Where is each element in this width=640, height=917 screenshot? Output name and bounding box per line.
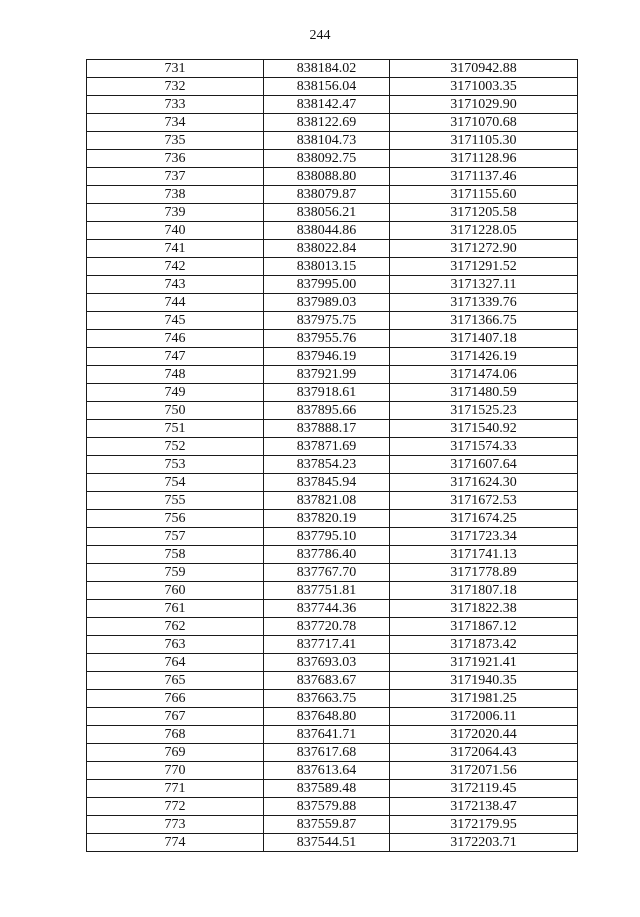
point-number-cell: 759 (87, 564, 264, 582)
point-number-cell: 774 (87, 834, 264, 852)
table-row (87, 690, 578, 708)
table-row (87, 60, 578, 78)
table-row (87, 474, 578, 492)
x-coordinate-cell: 837921.99 (264, 366, 390, 384)
table-row (87, 816, 578, 834)
x-coordinate-cell: 838142.47 (264, 96, 390, 114)
point-number-cell: 760 (87, 582, 264, 600)
x-coordinate-cell: 837975.75 (264, 312, 390, 330)
x-coordinate-cell: 838088.80 (264, 168, 390, 186)
table-row (87, 834, 578, 852)
x-coordinate-cell: 837683.67 (264, 672, 390, 690)
y-coordinate-cell: 3171672.53 (390, 492, 578, 510)
y-coordinate-cell: 3171474.06 (390, 366, 578, 384)
table-row (87, 438, 578, 456)
table-row (87, 582, 578, 600)
y-coordinate-cell: 3171624.30 (390, 474, 578, 492)
x-coordinate-cell: 837946.19 (264, 348, 390, 366)
x-coordinate-cell: 837544.51 (264, 834, 390, 852)
point-number-cell: 742 (87, 258, 264, 276)
y-coordinate-cell: 3171540.92 (390, 420, 578, 438)
x-coordinate-cell: 838013.15 (264, 258, 390, 276)
table-row (87, 456, 578, 474)
point-number-cell: 766 (87, 690, 264, 708)
y-coordinate-cell: 3171574.33 (390, 438, 578, 456)
point-number-cell: 739 (87, 204, 264, 222)
point-number-cell: 772 (87, 798, 264, 816)
x-coordinate-cell: 837663.75 (264, 690, 390, 708)
table-row (87, 528, 578, 546)
x-coordinate-cell: 838156.04 (264, 78, 390, 96)
point-number-cell: 762 (87, 618, 264, 636)
x-coordinate-cell: 837559.87 (264, 816, 390, 834)
y-coordinate-cell: 3171339.76 (390, 294, 578, 312)
point-number-cell: 755 (87, 492, 264, 510)
table-row (87, 150, 578, 168)
table-row (87, 744, 578, 762)
table-row (87, 276, 578, 294)
x-coordinate-cell: 837767.70 (264, 564, 390, 582)
point-number-cell: 765 (87, 672, 264, 690)
point-number-cell: 763 (87, 636, 264, 654)
x-coordinate-cell: 837613.64 (264, 762, 390, 780)
y-coordinate-cell: 3171105.30 (390, 132, 578, 150)
table-row (87, 186, 578, 204)
point-number-cell: 737 (87, 168, 264, 186)
table-row (87, 402, 578, 420)
table-row (87, 132, 578, 150)
table-row (87, 294, 578, 312)
table-row (87, 798, 578, 816)
x-coordinate-cell: 837717.41 (264, 636, 390, 654)
y-coordinate-cell: 3171921.41 (390, 654, 578, 672)
table-row (87, 600, 578, 618)
y-coordinate-cell: 3171807.18 (390, 582, 578, 600)
point-number-cell: 741 (87, 240, 264, 258)
y-coordinate-cell: 3171525.23 (390, 402, 578, 420)
y-coordinate-cell: 3172119.45 (390, 780, 578, 798)
table-row (87, 654, 578, 672)
y-coordinate-cell: 3171128.96 (390, 150, 578, 168)
x-coordinate-cell: 837995.00 (264, 276, 390, 294)
x-coordinate-cell: 837617.68 (264, 744, 390, 762)
x-coordinate-cell: 838104.73 (264, 132, 390, 150)
table-row (87, 618, 578, 636)
point-number-cell: 740 (87, 222, 264, 240)
y-coordinate-cell: 3171003.35 (390, 78, 578, 96)
y-coordinate-cell: 3171272.90 (390, 240, 578, 258)
point-number-cell: 745 (87, 312, 264, 330)
table-row (87, 780, 578, 798)
point-number-cell: 761 (87, 600, 264, 618)
y-coordinate-cell: 3171070.68 (390, 114, 578, 132)
point-number-cell: 757 (87, 528, 264, 546)
point-number-cell: 750 (87, 402, 264, 420)
y-coordinate-cell: 3172138.47 (390, 798, 578, 816)
coordinates-table-body (87, 60, 578, 852)
y-coordinate-cell: 3171940.35 (390, 672, 578, 690)
point-number-cell: 751 (87, 420, 264, 438)
x-coordinate-cell: 837821.08 (264, 492, 390, 510)
y-coordinate-cell: 3172020.44 (390, 726, 578, 744)
x-coordinate-cell: 837579.88 (264, 798, 390, 816)
x-coordinate-cell: 837888.17 (264, 420, 390, 438)
x-coordinate-cell: 837720.78 (264, 618, 390, 636)
y-coordinate-cell: 3171981.25 (390, 690, 578, 708)
point-number-cell: 756 (87, 510, 264, 528)
table-row (87, 708, 578, 726)
y-coordinate-cell: 3172064.43 (390, 744, 578, 762)
table-row (87, 330, 578, 348)
table-row (87, 510, 578, 528)
table-row (87, 672, 578, 690)
point-number-cell: 731 (87, 60, 264, 78)
x-coordinate-cell: 837918.61 (264, 384, 390, 402)
x-coordinate-cell: 837693.03 (264, 654, 390, 672)
y-coordinate-cell: 3171366.75 (390, 312, 578, 330)
x-coordinate-cell: 837751.81 (264, 582, 390, 600)
point-number-cell: 773 (87, 816, 264, 834)
point-number-cell: 769 (87, 744, 264, 762)
x-coordinate-cell: 837795.10 (264, 528, 390, 546)
table-row (87, 258, 578, 276)
y-coordinate-cell: 3171137.46 (390, 168, 578, 186)
y-coordinate-cell: 3171867.12 (390, 618, 578, 636)
point-number-cell: 735 (87, 132, 264, 150)
x-coordinate-cell: 837589.48 (264, 780, 390, 798)
y-coordinate-cell: 3171873.42 (390, 636, 578, 654)
y-coordinate-cell: 3171741.13 (390, 546, 578, 564)
y-coordinate-cell: 3172179.95 (390, 816, 578, 834)
table-row (87, 96, 578, 114)
point-number-cell: 749 (87, 384, 264, 402)
point-number-cell: 752 (87, 438, 264, 456)
table-row (87, 492, 578, 510)
point-number-cell: 743 (87, 276, 264, 294)
table-row (87, 240, 578, 258)
point-number-cell: 736 (87, 150, 264, 168)
table-row (87, 168, 578, 186)
point-number-cell: 744 (87, 294, 264, 312)
table-row (87, 546, 578, 564)
y-coordinate-cell: 3171291.52 (390, 258, 578, 276)
point-number-cell: 764 (87, 654, 264, 672)
table-row (87, 348, 578, 366)
table-row (87, 312, 578, 330)
y-coordinate-cell: 3171723.34 (390, 528, 578, 546)
y-coordinate-cell: 3171674.25 (390, 510, 578, 528)
y-coordinate-cell: 3171426.19 (390, 348, 578, 366)
point-number-cell: 732 (87, 78, 264, 96)
x-coordinate-cell: 837820.19 (264, 510, 390, 528)
x-coordinate-cell: 837895.66 (264, 402, 390, 420)
point-number-cell: 754 (87, 474, 264, 492)
x-coordinate-cell: 837786.40 (264, 546, 390, 564)
point-number-cell: 767 (87, 708, 264, 726)
table-row (87, 114, 578, 132)
x-coordinate-cell: 837744.36 (264, 600, 390, 618)
table-row (87, 636, 578, 654)
point-number-cell: 770 (87, 762, 264, 780)
x-coordinate-cell: 837648.80 (264, 708, 390, 726)
x-coordinate-cell: 837641.71 (264, 726, 390, 744)
table-row (87, 366, 578, 384)
y-coordinate-cell: 3171480.59 (390, 384, 578, 402)
x-coordinate-cell: 838056.21 (264, 204, 390, 222)
point-number-cell: 753 (87, 456, 264, 474)
y-coordinate-cell: 3171228.05 (390, 222, 578, 240)
coordinates-table (86, 59, 578, 852)
y-coordinate-cell: 3170942.88 (390, 60, 578, 78)
y-coordinate-cell: 3171407.18 (390, 330, 578, 348)
y-coordinate-cell: 3171205.58 (390, 204, 578, 222)
x-coordinate-cell: 838092.75 (264, 150, 390, 168)
table-row (87, 204, 578, 222)
y-coordinate-cell: 3171029.90 (390, 96, 578, 114)
table-row (87, 564, 578, 582)
x-coordinate-cell: 838044.86 (264, 222, 390, 240)
x-coordinate-cell: 838022.84 (264, 240, 390, 258)
y-coordinate-cell: 3172006.11 (390, 708, 578, 726)
y-coordinate-cell: 3172203.71 (390, 834, 578, 852)
x-coordinate-cell: 838122.69 (264, 114, 390, 132)
y-coordinate-cell: 3171327.11 (390, 276, 578, 294)
y-coordinate-cell: 3171155.60 (390, 186, 578, 204)
point-number-cell: 771 (87, 780, 264, 798)
point-number-cell: 758 (87, 546, 264, 564)
table-row (87, 78, 578, 96)
x-coordinate-cell: 837845.94 (264, 474, 390, 492)
y-coordinate-cell: 3171607.64 (390, 456, 578, 474)
point-number-cell: 733 (87, 96, 264, 114)
x-coordinate-cell: 837854.23 (264, 456, 390, 474)
page-number: 244 (309, 28, 331, 43)
y-coordinate-cell: 3171778.89 (390, 564, 578, 582)
table-row (87, 420, 578, 438)
x-coordinate-cell: 837989.03 (264, 294, 390, 312)
y-coordinate-cell: 3171822.38 (390, 600, 578, 618)
x-coordinate-cell: 837955.76 (264, 330, 390, 348)
point-number-cell: 734 (87, 114, 264, 132)
y-coordinate-cell: 3172071.56 (390, 762, 578, 780)
point-number-cell: 738 (87, 186, 264, 204)
table-row (87, 222, 578, 240)
point-number-cell: 746 (87, 330, 264, 348)
point-number-cell: 768 (87, 726, 264, 744)
table-row (87, 384, 578, 402)
point-number-cell: 747 (87, 348, 264, 366)
point-number-cell: 748 (87, 366, 264, 384)
table-row (87, 726, 578, 744)
x-coordinate-cell: 838184.02 (264, 60, 390, 78)
x-coordinate-cell: 838079.87 (264, 186, 390, 204)
x-coordinate-cell: 837871.69 (264, 438, 390, 456)
table-row (87, 762, 578, 780)
